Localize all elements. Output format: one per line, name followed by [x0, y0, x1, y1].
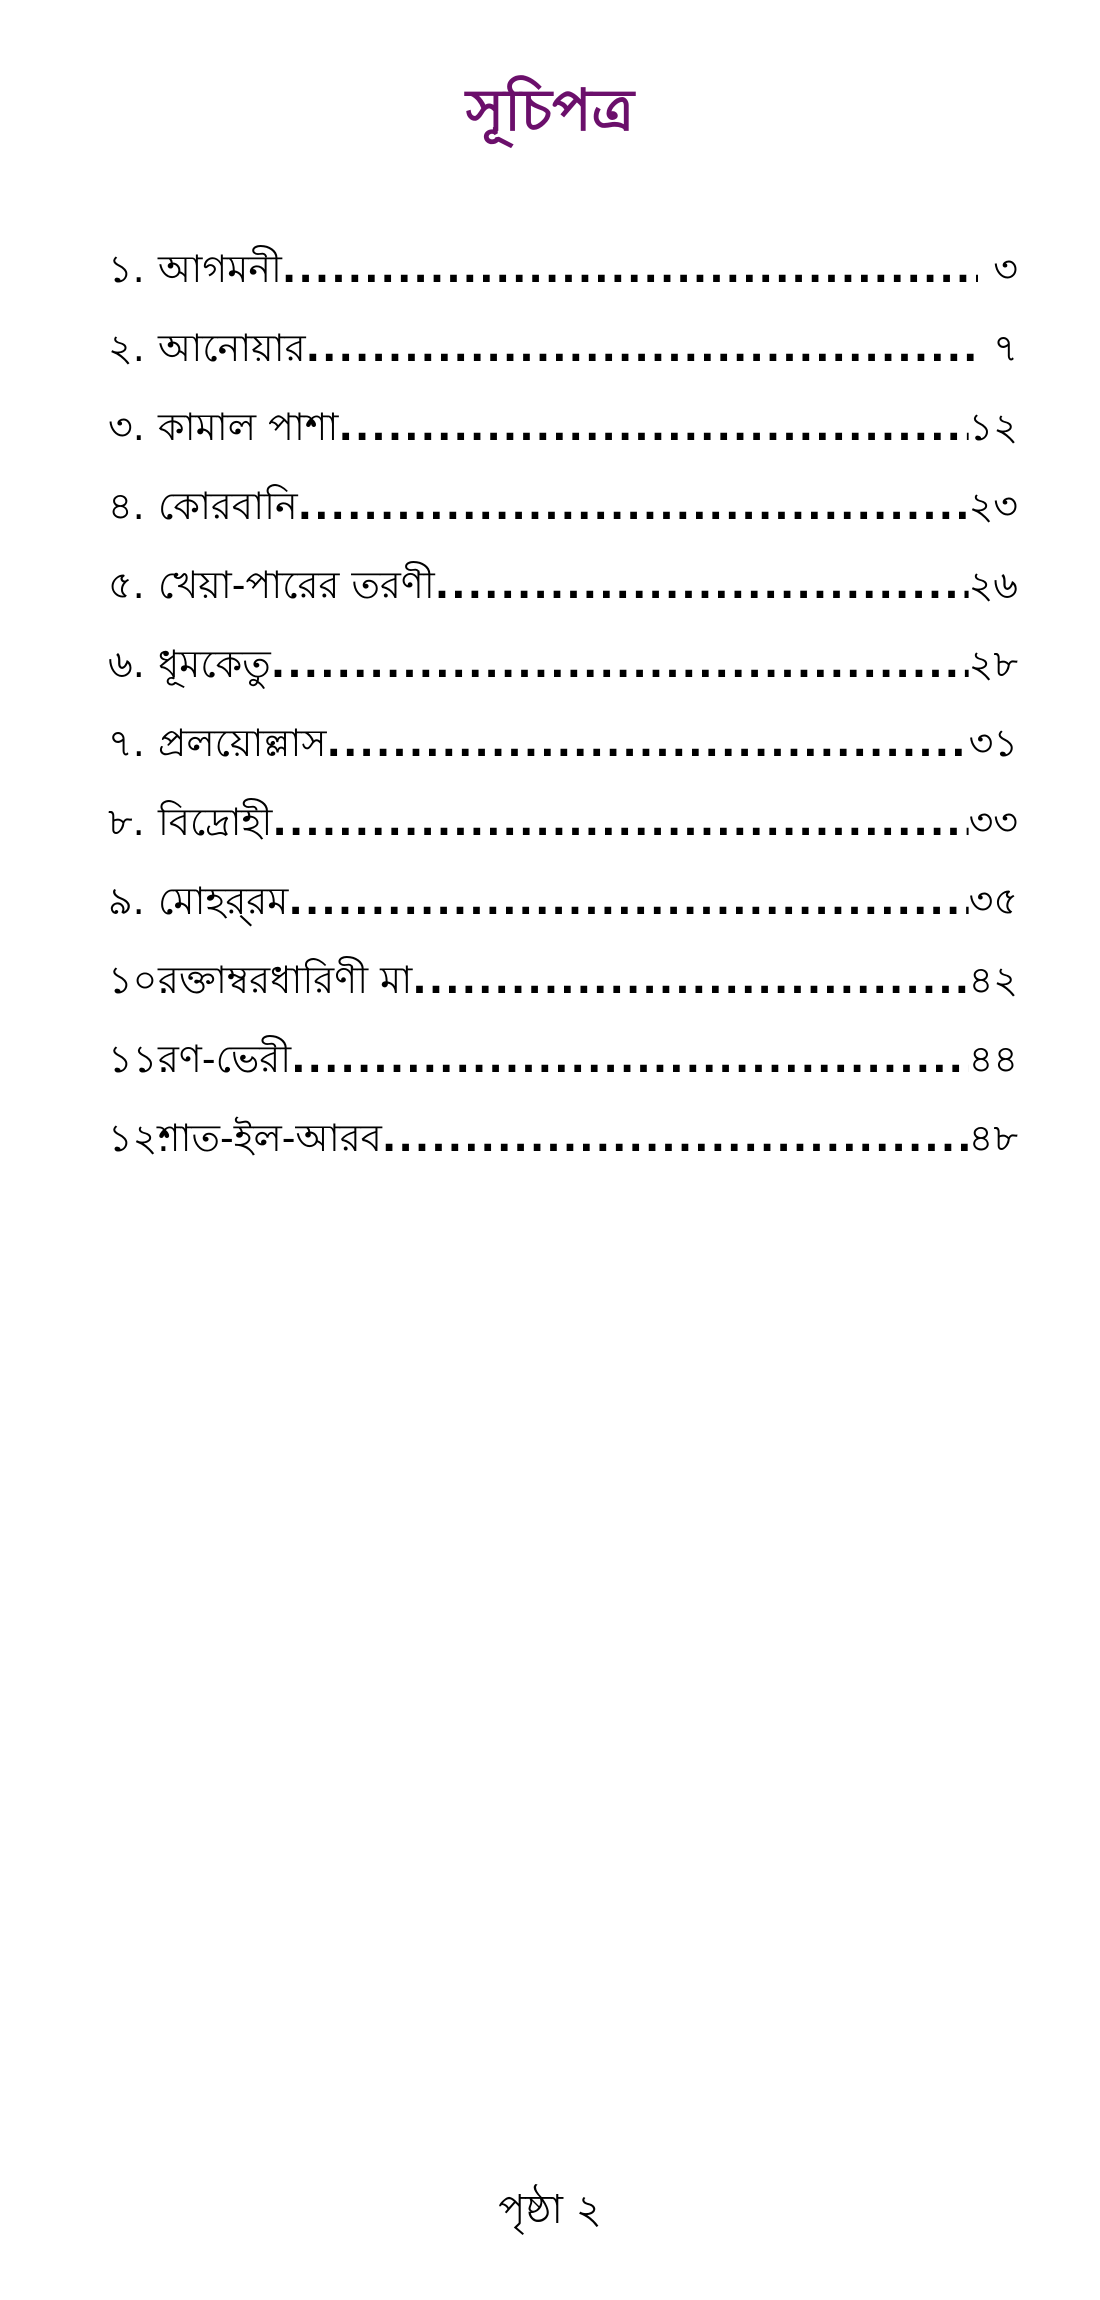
toc-entry-title: আনোয়ার [158, 326, 306, 370]
toc-entry-title: শাত-ইল-আরব [158, 1116, 382, 1160]
toc-entry-page: ৩৫ [968, 879, 1018, 923]
toc-entry-number: ১২. [108, 1116, 170, 1160]
toc-entry[interactable] [108, 467, 1018, 546]
toc-entry[interactable] [108, 941, 1018, 1020]
dot-leader [272, 783, 968, 862]
toc-entry-title: প্রলয়োল্লাস [158, 721, 327, 765]
toc-entry[interactable] [108, 783, 1018, 862]
toc-entry-number: ১. [108, 247, 145, 291]
toc-entry-number: ৭. [108, 721, 145, 765]
toc-entry-number: ৪. [108, 484, 145, 528]
page-number-footer: পৃষ্ঠা ২ [498, 2187, 602, 2233]
toc-entry-page: ৪৮ [968, 1116, 1018, 1160]
toc-entry[interactable] [108, 546, 1018, 625]
toc-entry-page: ৩৩ [968, 800, 1018, 844]
toc-entry-title: রক্তাম্বরধারিণী মা [158, 958, 413, 1002]
toc-entry-title: আগমনী [158, 247, 282, 291]
table-of-contents [108, 230, 1018, 1178]
toc-entry[interactable] [108, 625, 1018, 704]
toc-entry-number: ১১. [108, 1037, 170, 1081]
dot-leader [282, 230, 978, 309]
toc-entry-title: রণ-ভেরী [158, 1037, 292, 1081]
dot-leader [291, 1020, 969, 1099]
toc-entry-number: ৯. [108, 879, 145, 923]
dot-leader [306, 309, 978, 388]
page-title: সূচিপত্র [465, 76, 635, 144]
toc-entry-number: ১০. [108, 958, 170, 1002]
toc-entry-page: ১২ [968, 405, 1018, 449]
toc-entry-page: ২৮ [968, 642, 1018, 686]
toc-entry[interactable] [108, 388, 1018, 467]
toc-entry-page: ২৬ [968, 563, 1018, 607]
dot-leader [382, 1099, 969, 1178]
toc-entry-title: কামাল পাশা [158, 405, 339, 449]
toc-entry-title: ধূমকেতু [158, 642, 271, 686]
toc-entry-page: ৩ [993, 247, 1018, 291]
toc-entry[interactable] [108, 862, 1018, 941]
dot-leader [298, 467, 969, 546]
toc-entry-title: কোরবানি [158, 484, 298, 528]
toc-entry-page: ৪২ [968, 958, 1018, 1002]
toc-entry-number: ৩. [108, 405, 145, 449]
dot-leader [288, 862, 968, 941]
toc-entry-number: ২. [108, 326, 145, 370]
toc-entry-title: মোহর্‌রম [158, 879, 289, 923]
toc-entry-page: ৪৪ [968, 1037, 1018, 1081]
toc-entry[interactable] [108, 230, 1018, 309]
toc-entry[interactable] [108, 1099, 1018, 1178]
toc-entry-number: ৮. [108, 800, 145, 844]
dot-leader [338, 388, 968, 467]
toc-entry-title: খেয়া-পারের তরণী [158, 563, 435, 607]
toc-entry-title: বিদ্রোহী [158, 800, 273, 844]
toc-entry-number: ৬. [108, 642, 145, 686]
dot-leader [271, 625, 969, 704]
toc-entry-page: ৭ [993, 326, 1018, 370]
dot-leader [327, 704, 969, 783]
toc-entry-page: ৩১ [968, 721, 1018, 765]
dot-leader [435, 546, 969, 625]
toc-entry[interactable] [108, 309, 1018, 388]
dot-leader [412, 941, 968, 1020]
toc-entry-page: ২৩ [968, 484, 1018, 528]
toc-entry[interactable] [108, 704, 1018, 783]
toc-entry-number: ৫. [108, 563, 145, 607]
toc-entry[interactable] [108, 1020, 1018, 1099]
